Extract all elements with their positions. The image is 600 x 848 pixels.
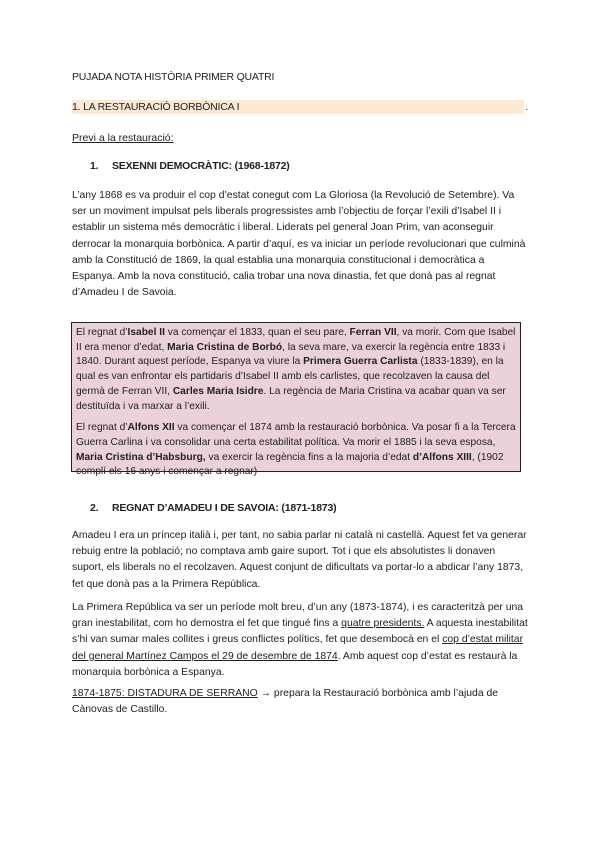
text-run: , va morir. Com que Isabel II era menor d’edat, <box>76 327 516 353</box>
heading-amadeu <box>90 502 336 514</box>
heading-number: 2. <box>90 502 99 514</box>
section-heading-highlight <box>72 100 528 114</box>
document-title: PUJADA NOTA HISTÒRIA PRIMER QUATRI <box>72 71 275 83</box>
info-box-paragraph-isabel <box>76 326 516 414</box>
subheading: Previ a la restauració: <box>72 132 174 144</box>
text-run: va exercir la regència fins a la majoria d’edat <box>205 451 413 463</box>
info-box-paragraph-alfons <box>76 421 516 480</box>
underlined-text: cop d’estat militar del general Martínez Campos el 29 de desembre de 1874 <box>72 634 524 662</box>
paragraph-sexenni: L’any 1868 es va produir el cop d’estat conegut com La Gloriosa (la Revolució de Setembre). Va ser un moviment impulsat pels liberals progressistes amb l’objectiu de forçar l’exili d’Isabel II i establir un sistema més democràtic i liberal. Liderats pel general Joan Prim, van aconseguir derrocar la monarquia borbònica. A partir d’aquí, es va iniciar un període revolucionari que culminà amb la Constitució de 1869, la qual establia una monarquia constitucional i democràtica a Espanya. Amb la nova constitució, calia trobar una nova dinastia, fet que donà pas al regnat d’Amadeu I de Savoia. <box>72 190 526 299</box>
paragraph-primera-republica <box>72 600 528 681</box>
bold-name: d’Alfons XIII <box>412 451 472 463</box>
heading-number: 1. <box>90 160 99 172</box>
text-run: va començar el 1874 amb la restauració borbònica. Va posar fi a la Tercera Guerra Carlina i va consolidar una certa estabilitat política. Va morir el 1885 i la seva esposa, <box>76 422 516 448</box>
info-box <box>71 322 521 478</box>
paragraph-amadeu: Amadeu I era un príncep italià i, per tant, no sabia parlar ni català ni castellà. Aquest fet va generar rebuig entre la població; no comptava amb gaire suport. Tot i que els absolutistes li donaven suport, els liberals no el recolzaven. Aquest conjunt de dificultats va portar-lo a abdicar l’any 1873, fet que donà pas a la Primera República. <box>72 530 527 590</box>
text-run: El regnat d’ <box>76 327 128 338</box>
text-run: va començar el 1833, quan el seu pare, <box>164 327 350 338</box>
bold-name: Isabel II <box>127 327 165 338</box>
bold-name: Carles Maria Isidre <box>172 385 264 397</box>
underlined-text: quatre presidents. <box>341 618 425 630</box>
text-run: A aquesta inestabilitat s’hi van sumar males collites i greus conflictes polítics, fet que desembocà en el <box>72 618 528 646</box>
heading-text: REGNAT D’AMADEU I DE SAVOIA: (1871-1873) <box>112 502 337 514</box>
text-run: El regnat d’ <box>76 422 128 434</box>
text-run: . Amb aquest cop d’estat es restaurà la monarquia borbònica a Espanya. <box>72 650 518 678</box>
text-run: . La regència de Maria Cristina va acabar quan va ser destituïda i va marxar a l’exili. <box>76 385 506 412</box>
text-run: La Primera República va ser un període molt breu, d’un any (1873-1874), i es caracteritzà per una gran inestabilitat, com ho demostra el fet que tingué fins a <box>72 602 524 630</box>
bold-name: Ferran VII <box>349 327 397 338</box>
section-heading-label: 1. LA RESTAURACIÓ BORBÒNICA I <box>72 101 240 113</box>
underlined-text: 1874-1875: DISTADURA DE SERRANO <box>72 688 258 699</box>
paragraph-serrano <box>72 686 528 718</box>
text-run: , la seva mare, va exercir la regència entre 1833 i 1840. Durant aquest període, Espanya va viure la <box>76 341 506 368</box>
text-run: → prepara la Restauració borbònica amb l’ajuda de Cànovas de Castillo. <box>72 688 499 716</box>
bold-name: Maria Cristina d’Habsburg, <box>76 451 206 463</box>
bold-name: Primera Guerra Carlista <box>303 356 418 368</box>
heading-text: SEXENNI DEMOCRÀTIC: (1968-1872) <box>112 160 290 172</box>
bold-name: Maria Cristina de Borbó <box>167 341 283 353</box>
section-heading-trail: . <box>525 101 528 113</box>
bold-name: Alfons XII <box>127 422 175 434</box>
text-run: (1833-1839), en la qual es van enfrontar els partidaris d’Isabel II amb els carlistes, que recolzaven la causa del germà de Ferran VII, <box>76 356 504 397</box>
heading-sexenni <box>90 160 290 172</box>
text-run: , (1902 complí els 16 anys i començar a regnar) <box>76 451 504 478</box>
